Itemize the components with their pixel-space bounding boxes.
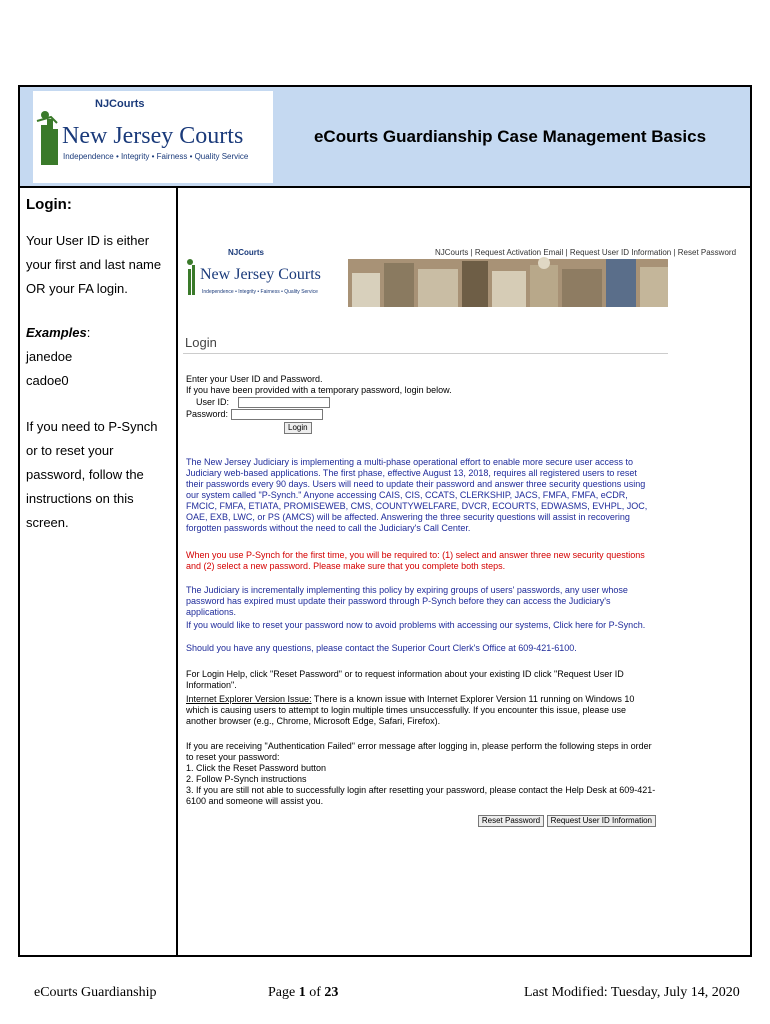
login-form [186, 374, 656, 434]
instructions-column [20, 188, 178, 955]
logo-small-text: NJCourts [95, 98, 145, 110]
auth-step-1: 1. Click the Reset Password button [186, 763, 327, 773]
banner-main-logo: New Jersey Courts [200, 266, 321, 283]
njcourts-logo-graphic [33, 91, 273, 183]
auth-intro: If you are receiving "Authentication Failed" error message after logging in, please perform the following steps in order to reset your password: [186, 741, 652, 762]
logo-tagline: Independence • Integrity • Fairness • Quality Service [63, 152, 249, 161]
banner-tagline: Independence • Integrity • Fairness • Quality Service [202, 289, 318, 295]
login-page-screenshot [180, 243, 737, 833]
login-button[interactable]: Login [284, 422, 312, 434]
reset-now-link[interactable]: If you would like to reset your password now to avoid problems with accessing our systems, Click here for P-Synch. [186, 620, 646, 630]
login-help: For Login Help, click "Reset Password" or to request information about your existing ID click "Request User ID Information". [186, 669, 624, 690]
intro-line-2: If you have been provided with a temporary password, login below. [186, 385, 452, 395]
reset-password-button[interactable]: Reset Password [478, 815, 544, 827]
last-modified: Last Modified: Tuesday, July 14, 2020 [524, 985, 740, 1000]
page-current: 1 [298, 985, 306, 1000]
userid-label: User ID: [196, 397, 230, 407]
njcourts-logo [33, 91, 273, 183]
auth-failed-steps [186, 741, 656, 807]
login-heading: Login: [26, 196, 72, 213]
ie-issue-text: There is a known issue with Internet Explorer Version 11 running on Windows 10 which is causing users to attempt to login multiple times unsuccessfully. If you encounter this issue, please use another browser (e.g., Chrome, Microsoft Edge, Safari, Firefox). [186, 694, 635, 726]
auth-step-2: 2. Follow P-Synch instructions [186, 774, 307, 784]
footer-left: eCourts Guardianship [34, 985, 157, 1000]
bottom-buttons [186, 815, 656, 827]
top-nav-links[interactable]: NJCourts | Request Activation Email | Request User ID Information | Reset Password [435, 248, 737, 257]
request-user-id-button[interactable]: Request User ID Information [547, 815, 656, 827]
page-mid: of [305, 985, 325, 1000]
ie-issue [186, 694, 656, 727]
page-total: 23 [324, 985, 339, 1000]
intro-line-1: Enter your User ID and Password. [186, 374, 323, 384]
policy-notice: The New Jersey Judiciary is implementing a multi-phase operational effort to enable more secure user access to Judiciary web-based applications. The first phase, effective August 13, 2018, requires all registered users to reset their passwords every 90 days. Users will need to update their password and answer three security questions using our system called "P-Synch." Anyone accessing CAIS, CIS, CCATS, CLERKSHIP, JACS, FMFA, FMFA, eCDR, FMCIC, FMFA, ETIATA, PROMISEWEB, CMS, COUNTYWELFARE, DVCR, ECOURTS, EDWASMS, EVHPL, JOC, OAE, EXB, LWC, or PS (AMCS) will be affected. Answering the three security questions will assist in recovering forgotten passwords without the need to call the Judiciary's Call Center. [186, 457, 648, 533]
userid-input[interactable] [238, 397, 330, 408]
expiry-notice: The Judiciary is incrementally implementing this policy by expiring groups of users' passwords, any user whose password has expired must update their password through P-Synch before they can access the Judiciary's applications. [186, 585, 628, 617]
psynch-instructions: If you need to P-Synch or to reset your password, follow the instructions on this screen. [26, 419, 158, 530]
examples-label: Examples [26, 325, 87, 340]
logo-main-text: New Jersey Courts [62, 123, 244, 149]
password-input[interactable] [231, 409, 323, 420]
contact-notice: Should you have any questions, please contact the Superior Court Clerk's Office at 609-421-6100. [186, 643, 577, 653]
example-cadoe0: cadoe0 [26, 373, 69, 388]
page-number [268, 985, 338, 1001]
password-label: Password: [186, 409, 229, 420]
ie-issue-label: Internet Explorer Version Issue: [186, 694, 312, 704]
user-id-explanation: Your User ID is either your first and last name OR your FA login. [26, 233, 162, 296]
examples-block: Examples: janedoe cadoe0 [26, 325, 91, 388]
auth-step-3: 3. If you are still not able to successfully login after resetting your password, please contact the Help Desk at 609-421-6100 and someone will assist you. [186, 785, 656, 806]
banner-small-logo: NJCourts [228, 248, 265, 257]
courthouse-photos [348, 257, 668, 307]
divider [183, 353, 668, 354]
page-prefix: Page [268, 985, 299, 1000]
example-janedoe: janedoe [26, 349, 73, 364]
userid-row [186, 397, 656, 408]
lady-justice-icon [37, 111, 58, 165]
login-button-row [186, 422, 656, 434]
first-time-warning: When you use P-Synch for the first time, you will be required to: (1) select and answer three new security questions and (2) select a new password. Please make sure that you complete both steps. [186, 550, 645, 571]
login-section-heading: Login [185, 335, 217, 350]
document-title: eCourts Guardianship Case Management Basics [313, 127, 707, 146]
document-header [20, 87, 750, 188]
password-row [186, 409, 656, 420]
